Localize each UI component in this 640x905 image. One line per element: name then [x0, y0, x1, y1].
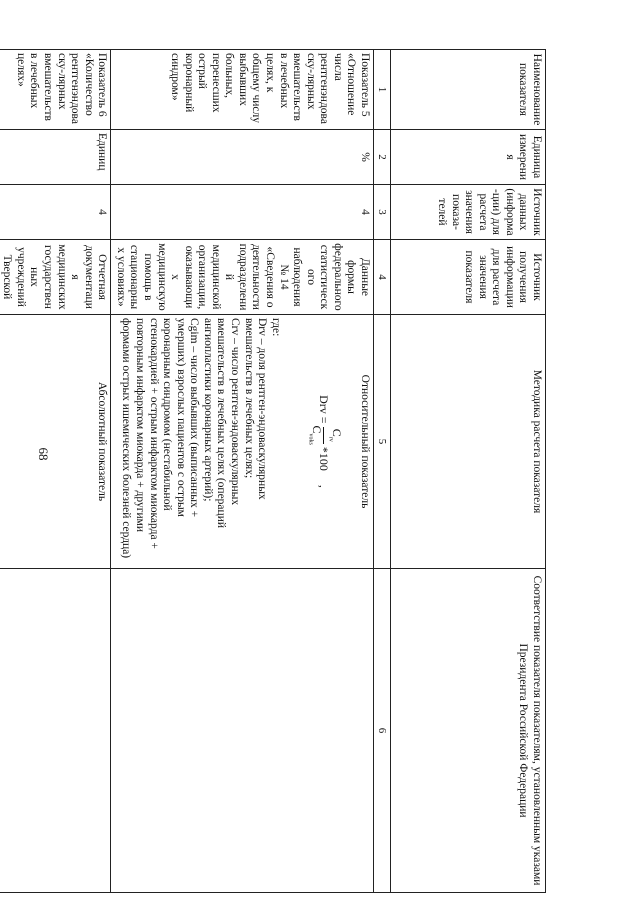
column-number: 4	[374, 240, 391, 315]
indicators-table	[0, 49, 546, 893]
indicator-unit: %	[111, 130, 374, 185]
formula-multiplier: *100	[316, 446, 331, 471]
indicator-info-source: Отчетная документация медицинских государственных учреждений Тверской	[0, 240, 111, 315]
method-body: где: Drv – доля рентген-эндоваскулярных вмешательств в лечебных целях; Crv – число рентген-эндоваскулярных вмешательств в лечебных целях (операций ангиопластики коронарных артерий); Cgim – число выбывших (выписанных + умерших) взрослых пациентов с острым коронарным синдромом (нестабильной стенокардией + острым инфарктом миокарда + повторным инфарктом миокарда + другими формами острых ишемических болезней сердца)	[120, 318, 282, 559]
numerator-subscript: rv	[328, 436, 335, 442]
formula-numerator	[323, 427, 343, 444]
indicator-source-data: 4	[111, 185, 374, 240]
formula-denominator	[304, 426, 323, 445]
indicator-correspondence	[0, 569, 111, 893]
header-name: Наименование показателя	[391, 50, 546, 130]
indicator-method	[111, 315, 374, 569]
formula-fraction	[304, 426, 344, 445]
numerator-symbol: C	[330, 428, 345, 437]
indicator-name: Показатель 6 «Количество рентгенэндоваску-лярных вмешательств в лечебных целях»	[0, 50, 111, 130]
indicator-unit: Единиц	[0, 130, 111, 185]
method-title: Абсолютный показатель	[96, 381, 109, 502]
denominator-subscript: voks	[307, 433, 314, 445]
column-number: 6	[374, 569, 391, 893]
indicator-name: Показатель 5 «Отношение числа рентгенэндоваску-лярных вмешательств в лечебных целях, к общему числу выбывших больных, перенесших острый коронарный синдром»	[111, 50, 374, 130]
indicator-info-source: Данные формы федерального статистического наблюдения № 14 «Сведения о деятельности подразделений медицинской организации, оказывающих медицинскую помощь в стационарных условиях»	[111, 240, 374, 315]
denominator-symbol: C	[310, 425, 325, 434]
header-unit: Единица измерения	[391, 130, 546, 185]
indicator-method	[0, 315, 111, 569]
header-method: Методика расчета показателя	[391, 315, 546, 569]
indicator-correspondence	[111, 569, 374, 893]
indicator-source-data: 4	[0, 185, 111, 240]
table-row	[111, 50, 374, 893]
column-number: 3	[374, 185, 391, 240]
method-title: Относительный показатель	[359, 374, 371, 509]
header-info-source: Источник получения информации для расчета значения показателя	[391, 240, 546, 315]
column-number: 1	[374, 50, 391, 130]
formula-lhs: Drv =	[316, 395, 331, 424]
formula-tail: ,	[316, 484, 331, 488]
header-correspondence: Соответствие показателя показателям, установленным указами Президента Российской Федерации	[391, 569, 546, 893]
table-row	[0, 50, 111, 893]
page-number: 68	[36, 447, 51, 461]
formula	[304, 318, 344, 565]
table-header-row	[391, 50, 546, 893]
column-number-row	[374, 50, 391, 893]
header-source-data: Источник данных (информа-ции) для расчета значения показа-телей	[391, 185, 546, 240]
column-number: 2	[374, 130, 391, 185]
column-number: 5	[374, 315, 391, 569]
